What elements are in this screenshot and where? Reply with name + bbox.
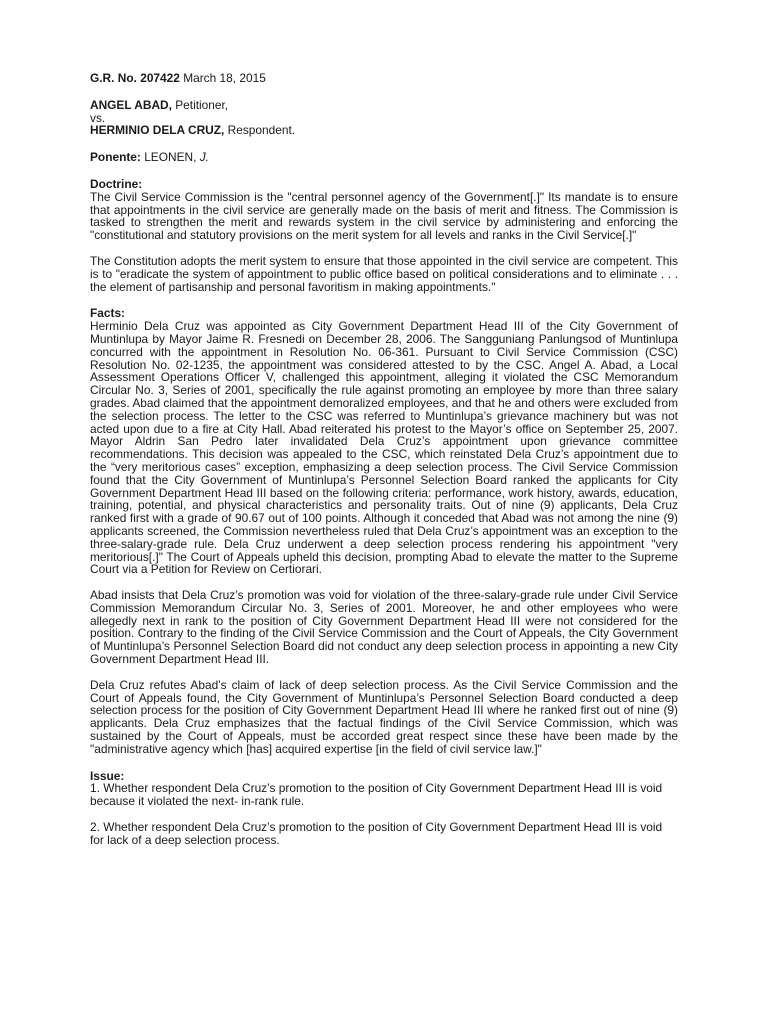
issue-item: 1. Whether respondent Dela Cruz’s promotion to the position of City Government Department Head III is void because it violated the next- in-rank rule. bbox=[90, 781, 663, 809]
doctrine-heading-text: Doctrine: bbox=[90, 176, 143, 191]
facts-paragraph: Abad insists that Dela Cruz’s promotion was void for violation of the three-salary-grade rule under Civil Service Commission Memorandum Circular No. 3, Series of 2001. Moreover, he and other employees who were allegedly next in rank to the position of City Government Department Head III were not considered for the position. Contrary to the finding of the Civil Service Commission and the Court of Appeals, the City Government of Muntinlupa’s Personnel Selection Board did not conduct any deep selection process in appointing a new City Government Department Head III. bbox=[90, 588, 678, 667]
ponente-suffix: J. bbox=[199, 150, 209, 165]
respondent-role: Respondent. bbox=[227, 123, 296, 138]
ponente-name: LEONEN, bbox=[144, 150, 197, 165]
issue-heading-text: Issue: bbox=[90, 768, 125, 783]
versus-line: vs. bbox=[90, 110, 106, 125]
doctrine-paragraph: The Civil Service Commission is the "central personnel agency of the Government[.]" Its mandate is to ensure that appointments in the civil service are generally made on the basis of merit and fitness. The Commission is tasked to strengthen the merit and rewards system in the civil service by administering and enforcing the "constitutional and statutory provisions on the merit system for all levels and ranks in the Civil Service[.]" bbox=[90, 189, 678, 243]
petitioner-name: ANGEL ABAD, bbox=[90, 97, 172, 112]
doctrine-heading bbox=[90, 178, 678, 191]
facts-paragraph: Dela Cruz refutes Abad’s claim of lack of deep selection process. As the Civil Service Commission and the Court of Appeals found, the City Government of Muntinlupa’s Personnel Selection Board conducted a deep selection process for the position of City Government Department Head III where he ranked first out of nine (9) applicants. Dela Cruz emphasizes that the factual findings of the Civil Service Commission, which was sustained by the Court of Appeals, must be accorded great respect since these have been made by the "administrative agency which [has] acquired expertise [in the field of civil service law.]" bbox=[90, 677, 678, 756]
respondent-name: HERMINIO DELA CRUZ, bbox=[90, 123, 225, 138]
case-digest-page bbox=[90, 72, 678, 847]
ponente-line bbox=[90, 151, 678, 164]
facts-heading-text: Facts: bbox=[90, 306, 126, 321]
petitioner-line bbox=[90, 99, 678, 112]
gr-number: G.R. No. 207422 bbox=[90, 71, 180, 85]
ponente-label: Ponente: bbox=[90, 150, 141, 165]
issue-item: 2. Whether respondent Dela Cruz’s promotion to the position of City Government Department Head III is void for lack of a deep selection process. bbox=[90, 820, 663, 847]
facts-paragraph: Herminio Dela Cruz was appointed as City Government Department Head III of the City Government of Muntinlupa by Mayor Jaime R. Fresnedi on December 28, 2006. The Sangguniang Panlungsod of Muntinlupa concurred with the appointment in Resolution No. 06-361. Pursuant to Civil Service Commission (CSC) Resolution No. 02-1235, the appointment was considered attested to by the CSC. Angel A. Abad, a Local Assessment Operations Officer V, challenged this appointment, alleging it violated the CSC Memorandum Circular No. 3, Series of 2001, specifically the rule against promoting an employee by more than three salary grades. Abad claimed that the appointment demoralized employees, and that he and others were excluded from the selection process. The letter to the CSC was referred to Muntinlupa’s grievance machinery but was not acted upon due to a fire at City Hall. Abad reiterated his protest to the Mayor’s office on September 25, 2007. Mayor Aldrin San Pedro later invalidated Dela Cruz’s appointment upon grievance committee recommendations. This decision was appealed to the CSC, which reinstated Dela Cruz’s appointment due to the “very meritorious cases” exception, emphasizing a deep selection process. The Civil Service Commission found that the City Government of Muntinlupa’s Personnel Selection Board ranked the applicants for City Government Department Head III based on the following criteria: performance, work history, awards, education, training, potential, and physical characteristics and personality traits. Out of nine (9) applicants, Dela Cruz ranked first with a grade of 90.67 out of 100 points. Although it conceded that Abad was not among the nine (9) applicants screened, the Commission nevertheless ruled that Dela Cruz’s appointment was an exception to the three-salary-grade rule. Dela Cruz underwent a deep selection process rendering his appointment "very meritorious[.]" The Court of Appeals upheld this decision, prompting Abad to elevate the matter to the Supreme Court via a Petition for Review on Certiorari. bbox=[90, 319, 678, 577]
case-header-line bbox=[90, 72, 678, 85]
respondent-line bbox=[90, 124, 678, 137]
decision-date: March 18, 2015 bbox=[183, 71, 266, 85]
doctrine-paragraph: The Constitution adopts the merit system to ensure that those appointed in the civil service are competent. This is to "eradicate the system of appointment to public office based on political considerations and to eliminate . . . the element of partisanship and personal favoritism in making appointments." bbox=[90, 253, 678, 294]
petitioner-role: Petitioner, bbox=[175, 97, 229, 112]
